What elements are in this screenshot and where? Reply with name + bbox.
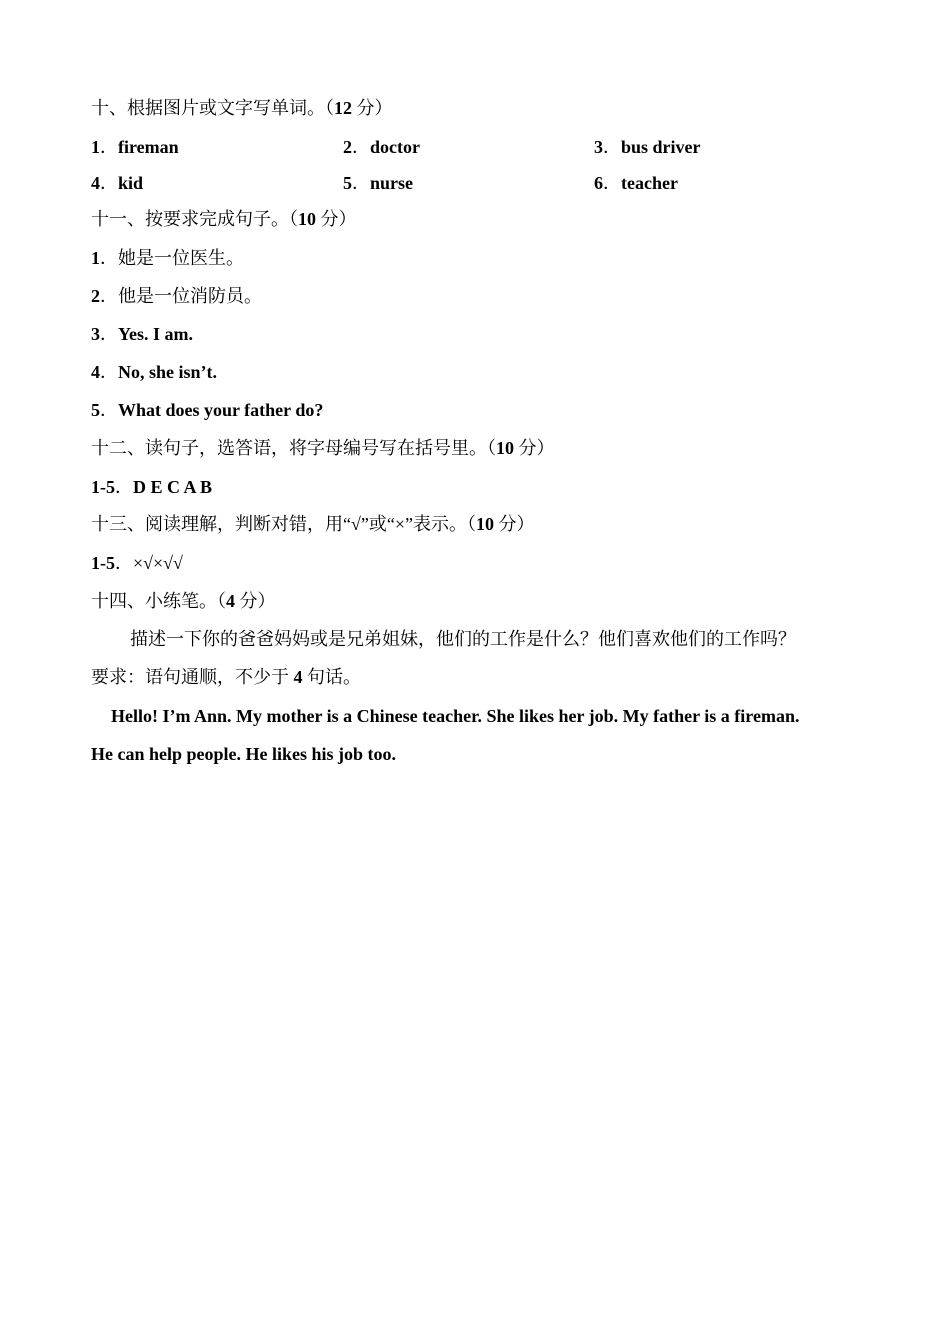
section-12-heading-text: 十二、读句子，选答语，将字母编号写在括号里。（ (91, 438, 496, 458)
s10-item-3 (594, 136, 701, 158)
item-sep: ． (352, 137, 370, 157)
answer-letters: D E C A B (133, 477, 213, 497)
s14-essay-line-2 (91, 743, 396, 765)
item-number: 1 (91, 248, 100, 268)
section-12-heading-suffix: 分） (514, 438, 555, 458)
item-sep: ． (115, 477, 133, 497)
section-11-points: 10 (298, 209, 316, 229)
section-11-heading-text: 十一、按要求完成句子。（ (91, 209, 298, 229)
item-sep: ． (603, 137, 621, 157)
section-12-heading (91, 437, 555, 459)
s11-item-2 (91, 285, 262, 307)
answer-range: 1-5 (91, 553, 115, 573)
s10-item-4 (91, 172, 143, 194)
section-13-points: 10 (476, 514, 494, 534)
item-number: 4 (91, 173, 100, 193)
item-answer: teacher (621, 173, 678, 193)
item-sep: ． (100, 286, 118, 306)
section-10-heading (91, 97, 393, 119)
item-answer: 她是一位医生。 (118, 248, 244, 268)
requirement-text: 要求：语句通顺，不少于 (91, 667, 294, 687)
item-number: 5 (343, 173, 352, 193)
section-14-heading-text: 十四、小练笔。（ (91, 591, 226, 611)
item-number: 4 (91, 362, 100, 382)
s10-item-6 (594, 172, 678, 194)
s14-essay-line-1 (111, 705, 799, 727)
s14-requirement (91, 666, 361, 688)
item-sep: ． (115, 553, 133, 573)
item-number: 5 (91, 400, 100, 420)
s12-answer (91, 476, 212, 498)
item-sep: ． (603, 173, 621, 193)
section-10-heading-text: 十、根据图片或文字写单词。（ (91, 98, 334, 118)
answer-range: 1-5 (91, 477, 115, 497)
item-number: 2 (91, 286, 100, 306)
item-sep: ． (100, 248, 118, 268)
item-number: 3 (91, 324, 100, 344)
item-number: 2 (343, 137, 352, 157)
s14-prompt (130, 628, 796, 650)
section-10-points: 12 (334, 98, 352, 118)
item-answer: What does your father do? (118, 400, 324, 420)
section-10-heading-suffix: 分） (352, 98, 393, 118)
answer-marks: ×√×√√ (133, 553, 183, 573)
item-sep: ． (100, 400, 118, 420)
item-answer: doctor (370, 137, 420, 157)
s13-answer (91, 552, 183, 574)
essay-text: Hello! I’m Ann. My mother is a Chinese teacher. She likes her job. My father is a fireman. (111, 706, 800, 726)
item-answer: No, she isn’t. (118, 362, 218, 382)
item-answer: fireman (118, 137, 179, 157)
item-answer: nurse (370, 173, 414, 193)
section-11-heading (91, 208, 357, 230)
item-answer: kid (118, 173, 144, 193)
item-sep: ． (100, 362, 118, 382)
s11-item-3 (91, 323, 193, 345)
item-answer: bus driver (621, 137, 701, 157)
section-14-points: 4 (226, 591, 235, 611)
item-sep: ． (100, 137, 118, 157)
requirement-number: 4 (293, 667, 303, 687)
item-number: 3 (594, 137, 603, 157)
section-13-heading-suffix: 分） (494, 514, 535, 534)
section-12-points: 10 (496, 438, 514, 458)
s11-item-1 (91, 247, 244, 269)
item-sep: ． (352, 173, 370, 193)
item-answer: 他是一位消防员。 (118, 286, 262, 306)
s11-item-5 (91, 399, 323, 421)
requirement-suffix: 句话。 (302, 667, 361, 687)
section-14-heading (91, 590, 276, 612)
essay-text: He can help people. He likes his job too. (91, 744, 397, 764)
item-answer: Yes. I am. (118, 324, 193, 344)
s10-item-1 (91, 136, 179, 158)
section-11-heading-suffix: 分） (316, 209, 357, 229)
s10-item-2 (343, 136, 420, 158)
s10-item-5 (343, 172, 413, 194)
item-sep: ． (100, 324, 118, 344)
section-13-heading (91, 513, 535, 535)
s11-item-4 (91, 361, 217, 383)
section-14-heading-suffix: 分） (235, 591, 276, 611)
writing-prompt: 描述一下你的爸爸妈妈或是兄弟姐妹，他们的工作是什么？他们喜欢他们的工作吗？ (130, 629, 796, 649)
item-sep: ． (100, 173, 118, 193)
item-number: 1 (91, 137, 100, 157)
item-number: 6 (594, 173, 603, 193)
section-13-heading-text: 十三、阅读理解，判断对错，用“√”或“×”表示。（ (91, 514, 476, 534)
